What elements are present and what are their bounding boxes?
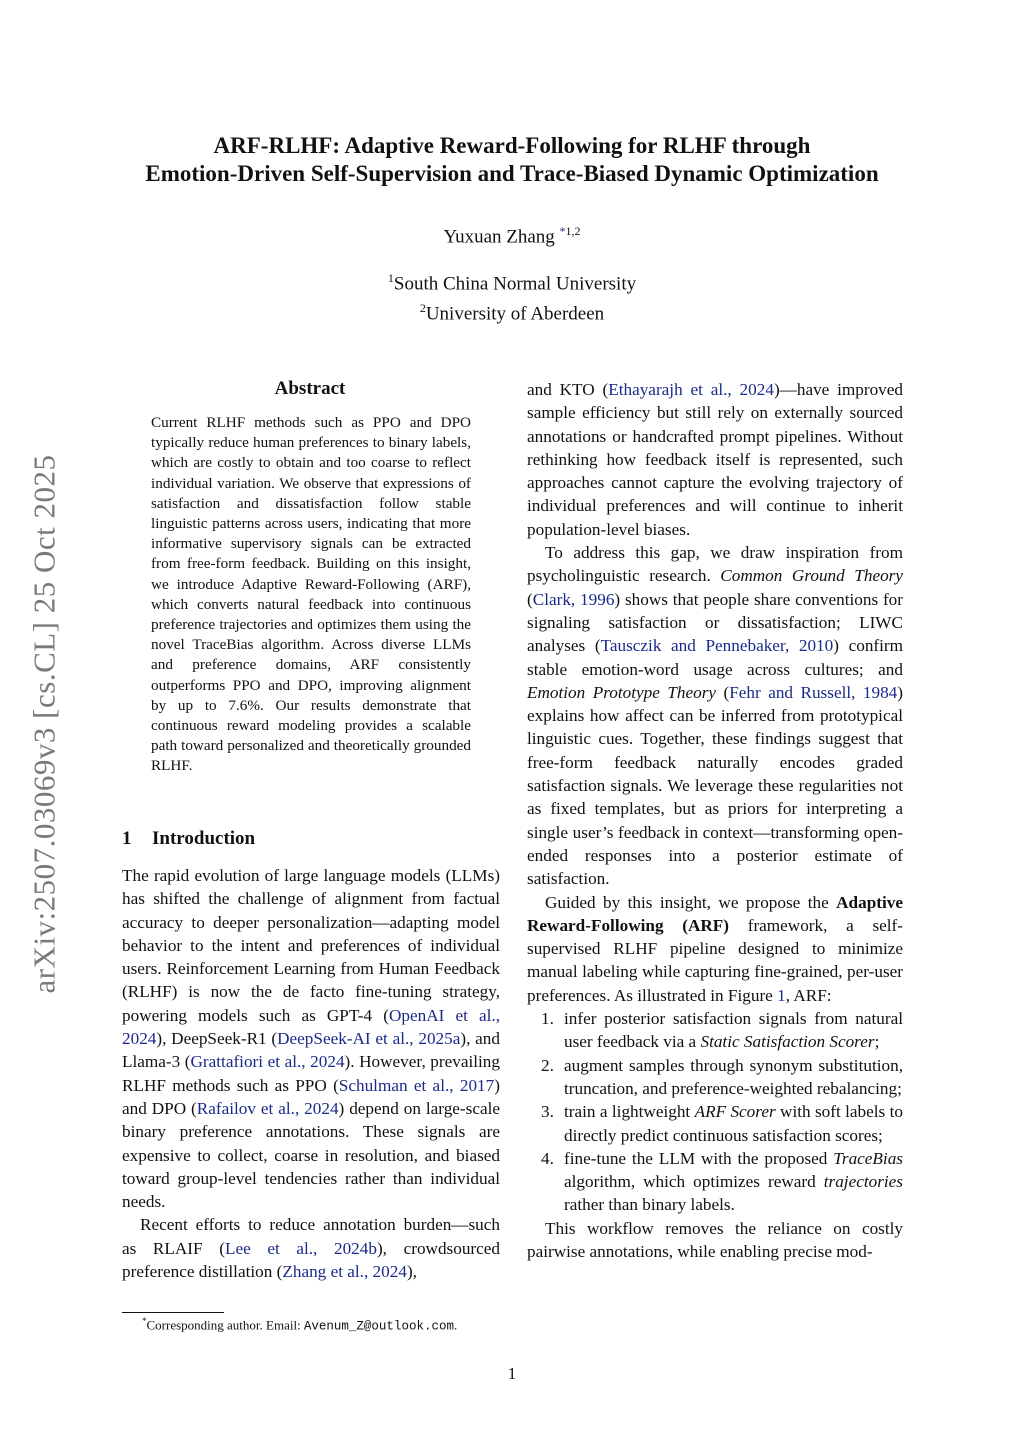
citation-link[interactable]: Clark, 1996 <box>532 589 615 609</box>
right-column <box>527 378 903 1263</box>
citation-link[interactable]: Zhang et al., 2024 <box>282 1262 407 1282</box>
citation-link[interactable]: Grattafiori et al., 2024 <box>190 1052 345 1072</box>
intro-paragraph-2-continued: and KTO (Ethayarajh et al., 2024)—have improved sample efficiency but still rely on externally sourced annotations or handcrafted prompt pipelines. Without rethinking how feedback itself is represented, such approaches cannot capture the evolving trajectory of individual preferences and will continue to inherit population-level biases. <box>527 380 903 539</box>
figure-reference-link[interactable]: 1 <box>777 985 786 1005</box>
paper-title <box>80 132 944 188</box>
citation-link[interactable]: Fehr and Russell, 1984 <box>729 682 898 702</box>
intro-paragraph-1: The rapid evolution of large language models (LLMs) has shifted the challenge of alignment from factual accuracy to deeper personalization—adapting model behavior to the intent and preferences of individual users. Reinforcement Learning from Human Feedback (RLHF) is now the de facto fine-tuning strategy, powering models such as GPT-4 (OpenAI et al., 2024), DeepSeek-R1 (DeepSeek-AI et al., 2025a), and Llama-3 (Grattafiori et al., 2024). However, prevailing RLHF methods such as PPO (Schulman et al., 2017) and DPO (Rafailov et al., 2024) depend on large-scale binary preference annotations. These signals are expensive to collect, coarse in resolution, and biased toward group-level tendencies rather than individual needs. <box>122 866 500 1212</box>
affiliation-2: $^2$University of Aberdeen <box>419 301 605 325</box>
title-line-1: ARF-RLHF: Adaptive Reward-Following for RLHF through <box>213 133 811 158</box>
citation-link[interactable]: DeepSeek-AI et al., 2025a <box>277 1029 461 1049</box>
citation-link[interactable]: OpenAI et al., 2024 <box>122 1005 500 1049</box>
section-heading-introduction <box>122 828 255 850</box>
citation-link[interactable]: Schulman et al., 2017 <box>338 1075 495 1095</box>
abstract-text: Current RLHF methods such as PPO and DPO typically reduce human preferences to binary labels, which are costly to obtain and too coarse to reflect individual variation. We observe that expressions of satisfaction and dissatisfaction follow stable linguistic patterns across users, indicating that more informative supervisory signals can be extracted from free-form feedback. Building on this insight, we introduce Adaptive Reward-Following (ARF), which converts natural feedback into continuous preference trajectories and optimizes them using the novel TraceBias algorithm. Across diverse LLMs and preference domains, ARF consistently outperforms PPO and DPO, improving alignment by up to 7.6%. Our results demonstrate that continuous reward modeling provides a scalable path toward personalized and theoretically grounded RLHF. <box>151 414 471 775</box>
arxiv-sidebar <box>20 424 70 1024</box>
citation-link[interactable]: Lee et al., 2024b <box>224 1238 377 1258</box>
intro-paragraph-5: This workflow removes the reliance on costly pairwise annotations, while enabling precise mod- <box>527 1218 903 1261</box>
title-line-2: Emotion-Driven Self-Supervision and Trace-Biased Dynamic Optimization <box>145 161 879 186</box>
citation-link[interactable]: Tausczik and Pennebaker, 2010 <box>600 636 834 656</box>
affiliations <box>0 266 1024 327</box>
footnote: *Corresponding author. Email: Avenum_Z@outlook.com. <box>142 1316 458 1334</box>
abstract-heading: Abstract <box>274 378 346 399</box>
page-number: 1 <box>507 1364 517 1383</box>
list-item: 1. infer posterior satisfaction signals from natural user feedback via a Static Satisfaction Scorer; <box>541 1009 903 1052</box>
arf-steps-list <box>527 1007 903 1217</box>
corresponding-mark[interactable]: * <box>559 224 566 238</box>
author-name: Yuxuan Zhang <box>443 226 555 248</box>
citation-link[interactable]: Ethayarajh et al., 2024 <box>608 380 774 399</box>
left-column <box>122 864 500 1283</box>
list-item: 4. fine-tune the LLM with the proposed TraceBias algorithm, which optimizes reward trajectories rather than binary labels. <box>541 1148 903 1215</box>
section-number: 1 <box>122 828 132 849</box>
section-title: Introduction <box>152 828 256 849</box>
list-item: 2. augment samples through synonym substitution, truncation, and preference-weighted rebalancing; <box>541 1055 903 1098</box>
author-affil-marks: 1,2 <box>565 224 581 238</box>
affiliation-1: $^1$South China Normal University <box>387 271 637 295</box>
arxiv-identifier: arXiv:2507.03069v3 [cs.CL] 25 Oct 2025 <box>27 454 63 994</box>
abstract-body <box>151 413 471 777</box>
author-line <box>0 224 1024 248</box>
intro-paragraph-3: To address this gap, we draw inspiration from psycholinguistic research. Common Ground Theory (Clark, 1996) shows that people share conventions for signaling satisfaction or dissatisfaction; LIWC analyses (Tausczik and Pennebaker, 2010) confirm stable emotion-word usage across cultures; and Emotion Prototype Theory (Fehr and Russell, 1984) explains how affect can be inferred from prototypical linguistic cues. Together, these findings suggest that free-form feedback naturally encodes graded satisfaction signals. We leverage these regularities not as fixed templates, but as priors for interpreting a single user’s feedback in context—transforming open-ended responses into a posterior estimate of satisfaction. <box>527 543 904 889</box>
email-address: Avenum_Z@outlook.com <box>303 1319 454 1334</box>
footnote-rule <box>122 1312 224 1313</box>
intro-paragraph-4: Guided by this insight, we propose the Adaptive Reward-Following (ARF) framework, a self-supervised RLHF pipeline designed to minimize manual labeling while capturing fine-grained, per-user preferences. As illustrated in Figure 1, ARF: <box>527 892 903 1005</box>
intro-paragraph-2: Recent efforts to reduce annotation burden—such as RLAIF (Lee et al., 2024b), crowdsourced preference distillation (Zhang et al., 2024), <box>122 1215 500 1282</box>
citation-link[interactable]: Rafailov et al., 2024 <box>196 1098 339 1118</box>
list-item: 3. train a lightweight ARF Scorer with soft labels to directly predict continuous satisfaction scores; <box>541 1102 903 1145</box>
